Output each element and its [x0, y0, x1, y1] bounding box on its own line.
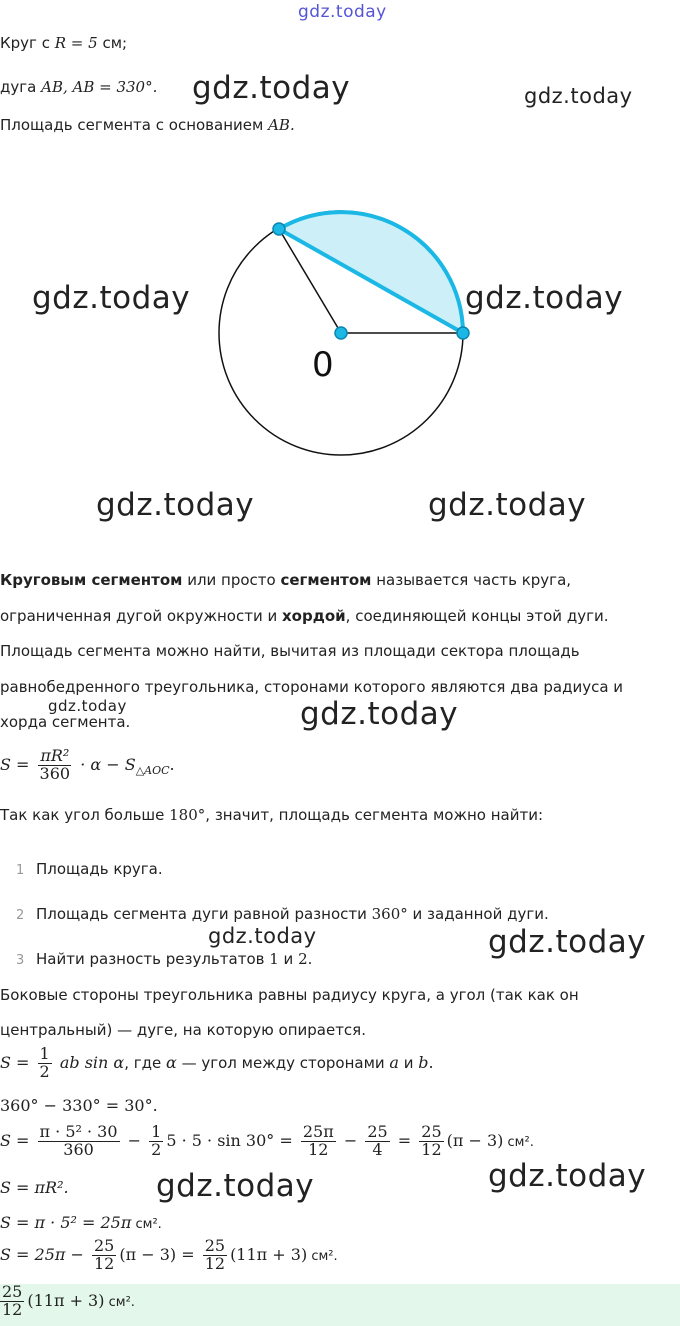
point-b — [457, 327, 469, 339]
point-center — [335, 327, 347, 339]
triangle-area-formula: S = $\frac{1}{2}$ ab sin α, где α — угол между сторонами a и b. — [0, 1044, 434, 1081]
theory-line-2: ограниченная дугой окружности и хордой, соединяющей концы этой дуги. — [0, 607, 609, 625]
watermark: gdz.today — [488, 1158, 647, 1194]
step-item: Площадь круга. — [36, 860, 163, 878]
given-arc: дуга AB, AB = 330°. — [0, 78, 158, 96]
watermark: gdz.today — [156, 1168, 315, 1204]
step-number: 1 — [16, 863, 25, 878]
center-label: 0 — [312, 345, 334, 385]
segment-formula: S = $\frac{\text{πR²}}{360}$ · $\alpha - S_{\triangle AOC}$. — [0, 746, 175, 783]
segment-calc: S = $\frac{\text{π · 5² · 30}}{360}$ − $\frac{1}{2}$ 5 · 5 · sin 30° = $\frac{25\pi}{12}$ − $\frac{25}{4}$ = $\frac{25}{12}$ (π − 3) см². — [0, 1122, 534, 1159]
watermark: gdz.today — [32, 280, 191, 316]
since-line: Так как угол больше 180°, значит, площадь сегмента можно найти: — [0, 806, 544, 824]
watermark: gdz.today — [524, 84, 633, 108]
final-calc: S = 25π − $\frac{25}{12}$ (π − 3) = $\frac{25}{12}$ (11π + 3) см². — [0, 1236, 338, 1273]
given-find: Площадь сегмента с основанием AB. — [0, 116, 295, 134]
answer-box — [0, 1284, 680, 1326]
watermark: gdz.today — [192, 70, 351, 106]
answer-formula: $\frac{25}{12}$ (11π + 3) см². — [2, 1282, 135, 1319]
watermark: gdz.today — [428, 487, 587, 523]
circle-area-calc: S = π · 5² = 25π см². — [0, 1213, 162, 1232]
triangle-line-2: центральный) — дуге, на которую опирается. — [0, 1021, 366, 1039]
step-item: Площадь сегмента дуги равной разности 360° и заданной дуги. — [36, 905, 549, 923]
step-item: Найти разность результатов 1 и 2. — [36, 950, 313, 968]
angle-calc: 360° − 330° = 30°. — [0, 1096, 158, 1115]
watermark: gdz.today — [96, 487, 255, 523]
theory-line-1: Круговым сегментом или просто сегментом называется часть круга, — [0, 571, 572, 589]
theory-line-5: хорда сегмента. — [0, 713, 131, 731]
watermark: gdz.today — [465, 280, 624, 316]
watermark: gdz.today — [208, 924, 317, 948]
given-circle: Круг с R = 5 см; — [0, 34, 128, 52]
watermark-top: gdz.today — [298, 2, 387, 22]
watermark: gdz.today — [300, 696, 459, 732]
watermark: gdz.today — [48, 697, 127, 715]
segment-figure — [0, 180, 680, 520]
circle-area-formula: S = πR². — [0, 1178, 69, 1197]
point-a — [273, 223, 285, 235]
watermark: gdz.today — [488, 924, 647, 960]
step-number: 2 — [16, 908, 25, 923]
triangle-line-1: Боковые стороны треугольника равны радиусу круга, а угол (так как он — [0, 986, 579, 1004]
theory-line-4: равнобедренного треугольника, сторонами которого являются два радиуса и — [0, 678, 624, 696]
theory-line-3: Площадь сегмента можно найти, вычитая из площади сектора площадь — [0, 642, 580, 660]
segment-fill — [279, 212, 463, 333]
step-number: 3 — [16, 953, 25, 968]
